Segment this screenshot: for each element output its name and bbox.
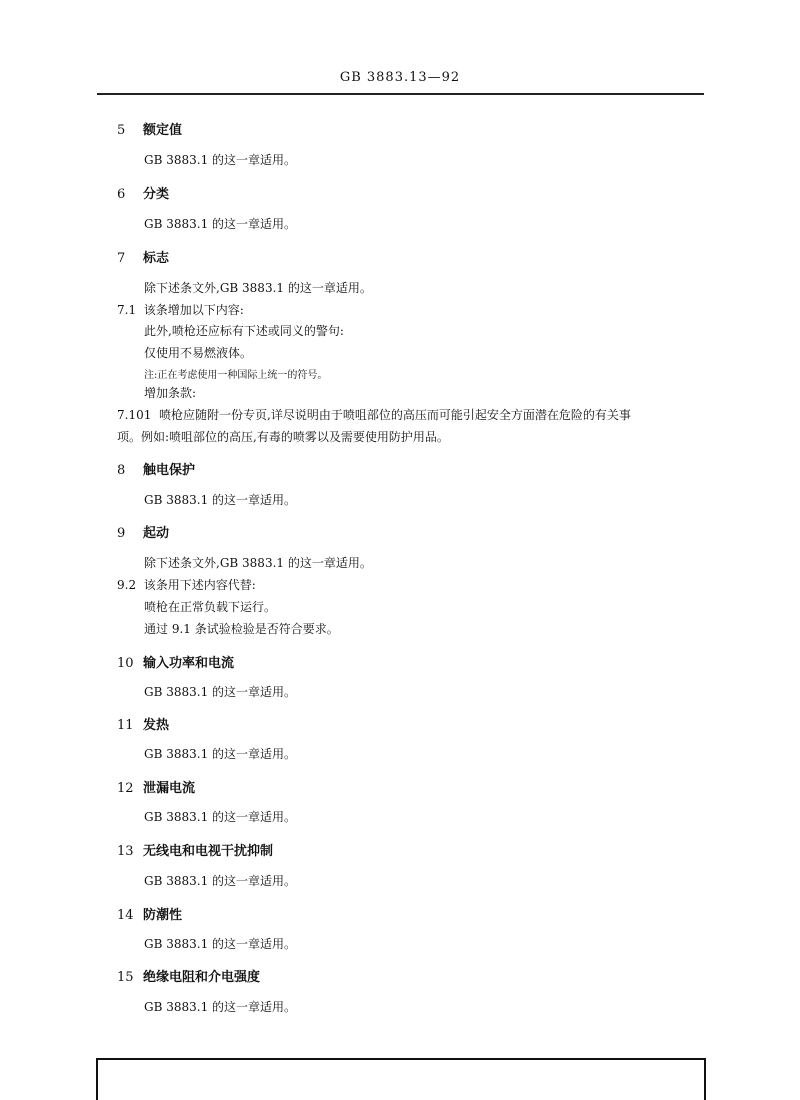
clause-label: 9.2 (117, 578, 137, 592)
section-title: 分类 (143, 187, 170, 202)
page-header: GB 3883.13—92 (339, 70, 461, 85)
clause-7-101-line-1 (117, 406, 631, 423)
section-10-text: GB 3883.1 的这一章适用。 (144, 685, 297, 699)
section-number: 12 (117, 781, 134, 796)
section-14-heading (117, 904, 182, 923)
section-6-heading (117, 183, 169, 202)
clause-7-101-line-2: 项。例如:喷咀部位的高压,有毒的喷雾以及需要使用防护用品。 (117, 430, 449, 444)
section-title: 发热 (143, 718, 170, 733)
section-title: 起动 (143, 526, 170, 541)
section-8-heading (117, 459, 195, 478)
section-8-text: GB 3883.1 的这一章适用。 (144, 493, 297, 507)
section-11-heading (117, 714, 169, 733)
section-12-text: GB 3883.1 的这一章适用。 (144, 810, 297, 824)
section-11-text: GB 3883.1 的这一章适用。 (144, 747, 297, 761)
section-number: 7 (117, 251, 126, 266)
section-9-text: 除下述条文外,GB 3883.1 的这一章适用。 (144, 556, 372, 570)
clause-9-2-heading (117, 576, 256, 593)
clause-heading-text: 该条增加以下内容: (143, 303, 244, 317)
section-number: 5 (117, 123, 126, 138)
clause-9-2-line-1: 喷枪在正常负载下运行。 (144, 600, 277, 614)
section-number: 8 (117, 463, 126, 478)
section-title: 泄漏电流 (143, 781, 196, 796)
clause-7-1-heading (117, 301, 244, 318)
section-7-heading (117, 247, 169, 266)
section-number: 6 (117, 187, 126, 202)
section-title: 标志 (143, 251, 170, 266)
section-title: 无线电和电视干扰抑制 (143, 844, 274, 859)
section-6-text: GB 3883.1 的这一章适用。 (144, 217, 297, 231)
clause-9-2-line-2: 通过 9.1 条试验检验是否符合要求。 (144, 622, 339, 636)
section-number: 15 (117, 970, 134, 985)
section-title: 额定值 (143, 123, 183, 138)
clause-7-1-line-1: 此外,喷枪还应标有下述或同义的警句: (144, 324, 344, 338)
section-13-heading (117, 840, 273, 859)
clause-label: 7.1 (117, 303, 137, 317)
page-bottom-frame (96, 1058, 706, 1100)
section-title: 输入功率和电流 (143, 656, 235, 671)
clause-label: 7.101 (117, 408, 152, 422)
section-title: 触电保护 (143, 463, 196, 478)
section-7-text: 除下述条文外,GB 3883.1 的这一章适用。 (144, 281, 372, 295)
section-14-text: GB 3883.1 的这一章适用。 (144, 937, 297, 951)
section-number: 11 (117, 718, 134, 733)
section-5-heading (117, 119, 182, 138)
section-number: 10 (117, 656, 134, 671)
section-number: 14 (117, 908, 134, 923)
section-number: 13 (117, 844, 134, 859)
section-number: 9 (117, 526, 126, 541)
section-13-text: GB 3883.1 的这一章适用。 (144, 874, 297, 888)
section-9-heading (117, 522, 169, 541)
section-15-heading (117, 966, 260, 985)
section-5-text: GB 3883.1 的这一章适用。 (144, 153, 297, 167)
section-12-heading (117, 777, 195, 796)
header-rule (97, 93, 704, 95)
clause-7-1-line-2: 仅使用不易燃液体。 (144, 346, 253, 360)
clause-7-1-note: 注:正在考虑使用一种国际上统一的符号。 (144, 370, 328, 381)
clause-7-1-added: 增加条款: (144, 386, 197, 400)
section-title: 防潮性 (143, 908, 183, 923)
clause-text: 喷枪应随附一份专页,详尽说明由于喷咀部位的高压而可能引起安全方面潜在危险的有关事 (159, 408, 631, 422)
section-10-heading (117, 652, 234, 671)
section-title: 绝缘电阻和介电强度 (143, 970, 261, 985)
section-15-text: GB 3883.1 的这一章适用。 (144, 1000, 297, 1014)
clause-heading-text: 该条用下述内容代替: (143, 578, 256, 592)
